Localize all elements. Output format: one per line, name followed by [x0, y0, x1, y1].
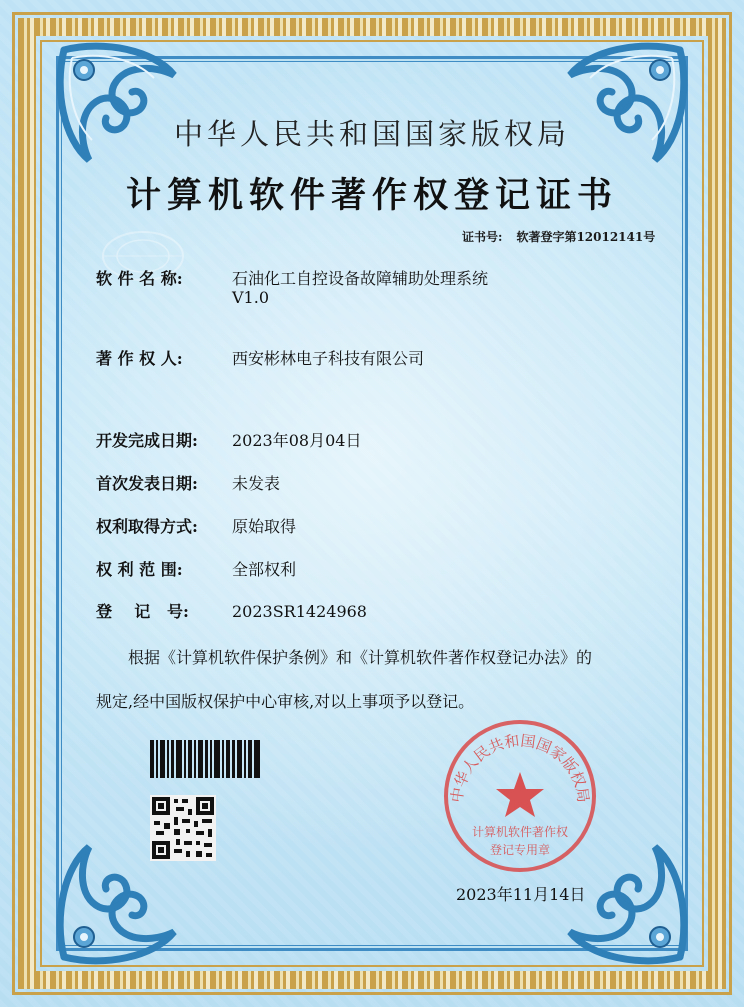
field-value: 全部权利 — [232, 560, 297, 579]
field-value: 原始取得 — [232, 517, 297, 536]
field-value: 西安彬林电子科技有限公司 — [232, 349, 425, 368]
certificate-title: 计算机软件著作权登记证书 — [125, 175, 618, 216]
field-value: 2023年08月04日 — [232, 431, 362, 450]
field-value-version: V1.0 — [232, 288, 269, 307]
certificate-number — [462, 228, 655, 245]
field-registration-number — [96, 599, 367, 622]
seal-star-icon — [496, 772, 544, 817]
issue-date: 2023年11月14日 — [456, 885, 586, 904]
field-acquisition-method — [96, 514, 296, 537]
field-copyright-owner — [96, 346, 424, 369]
field-label: 登 记 号: — [96, 602, 189, 621]
field-value: 未发表 — [232, 474, 281, 493]
field-label: 首次发表日期: — [96, 474, 198, 493]
field-software-name — [96, 266, 489, 307]
field-label: 权 利 范 围: — [96, 560, 183, 579]
corner-ornament-icon — [44, 30, 194, 180]
statement-line-2: 规定,经中国版权保护中心审核,对以上事项予以登记。 — [96, 692, 475, 711]
seal-inner-line-1: 计算机软件著作权 — [471, 825, 569, 839]
field-label: 权利取得方式: — [96, 517, 198, 536]
field-rights-scope — [96, 557, 296, 580]
field-label: 开发完成日期: — [96, 431, 198, 450]
field-label: 著 作 权 人: — [96, 349, 183, 368]
field-value: 2023SR1424968 — [232, 602, 367, 621]
field-completion-date — [96, 428, 361, 451]
certificate-number-label: 证书号: — [462, 230, 503, 244]
official-seal — [440, 716, 600, 876]
corner-ornament-icon — [550, 30, 700, 180]
seal-inner-line-2: 登记专用章 — [489, 843, 551, 857]
field-label: 软 件 名 称: — [96, 269, 183, 288]
certificate-number-value: 软著登字第12012141号 — [516, 230, 656, 244]
statement-line-1: 根据《计算机软件保护条例》和《计算机软件著作权登记办法》的 — [128, 648, 593, 667]
field-publication-date — [96, 471, 280, 494]
qr-code-icon — [150, 795, 216, 861]
field-value: 石油化工自控设备故障辅助处理系统 — [232, 269, 489, 288]
seal-outer-text: 中华人民共和国国家版权局 — [447, 731, 593, 804]
barcode-icon — [150, 740, 260, 778]
issuing-organization: 中华人民共和国国家版权局 — [173, 117, 570, 151]
